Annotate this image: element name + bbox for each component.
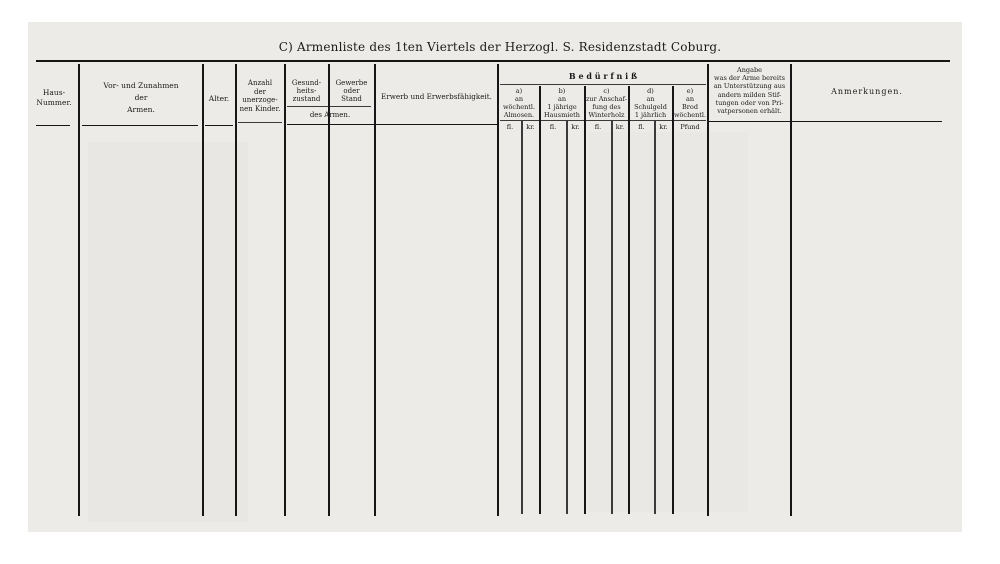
col-line-7	[497, 64, 499, 516]
header-haus-nummer: Haus- Nummer.	[36, 88, 72, 107]
header-kinder: Anzahl der unerzoge- nen Kinder.	[239, 79, 281, 113]
header-sub-e: e) an Brod wöchentl.	[673, 87, 707, 119]
col-line-c-split	[611, 120, 613, 514]
header-rule-left	[36, 125, 70, 126]
unit-b-kr: kr.	[571, 123, 580, 131]
beduerfniss-rule	[500, 84, 706, 85]
header-angabe: Angabe was der Arme bereits an Unterstützung aus andern milden Stif- tungen oder von Pri- vatpersonen erhält.	[713, 66, 786, 116]
header-rule-mid	[287, 124, 497, 125]
col-line-a-split	[521, 120, 523, 514]
unit-a-kr: kr.	[526, 123, 535, 131]
col-line-2	[202, 64, 204, 516]
unit-b-fl: fl.	[549, 123, 557, 131]
col-line-6	[374, 64, 376, 516]
subheader-rule	[500, 120, 706, 121]
col-line-12	[707, 64, 709, 516]
col-line-4	[284, 64, 286, 516]
header-sub-d: d) an Schulgeld 1 jährlich	[634, 87, 667, 119]
header-anmerkungen: Anmerkungen.	[831, 87, 903, 96]
header-alter: Alter.	[208, 94, 230, 103]
col-line-10	[628, 86, 630, 514]
unit-d-kr: kr.	[659, 123, 668, 131]
header-gesundheit: Gesund- heits- zustand	[291, 79, 322, 103]
col-line-11	[672, 86, 674, 514]
header-sub-b: b) an 1 jährige Hausmieth	[544, 87, 580, 119]
kinder-rule	[238, 122, 282, 123]
header-sub-a: a) an wöchentl. Almosen.	[502, 87, 536, 119]
unit-c-fl: fl.	[594, 123, 602, 131]
header-erwerb: Erwerb und Erwerbsfähigkeit.	[381, 92, 492, 101]
col-line-8	[539, 86, 541, 514]
header-rule-age	[205, 125, 233, 126]
col-line-9	[584, 86, 586, 514]
header-namen: Vor- und Zunahmen der Armen.	[103, 81, 179, 114]
unit-a-fl: fl.	[506, 123, 514, 131]
col-line-13	[790, 64, 792, 516]
col-line-3	[235, 64, 237, 516]
col-line-1	[78, 64, 80, 516]
header-sub-c: c) zur Anschaf- fung des Winterholz	[585, 87, 628, 119]
unit-d-fl: fl.	[638, 123, 645, 131]
header-des-armen: des Armen.	[309, 111, 351, 119]
title-rule	[36, 60, 950, 62]
unit-c-kr: kr.	[615, 123, 625, 131]
col-line-5	[328, 64, 330, 516]
header-rule-right	[708, 121, 942, 122]
header-gewerbe: Gewerbe oder Stand	[335, 79, 368, 103]
header-beduerfniss: B e d ü r f n i ß	[568, 71, 638, 81]
unit-e-pfund: Pfund	[680, 123, 700, 131]
col-line-d-split	[654, 120, 656, 514]
header-rule-names	[82, 125, 198, 126]
col-line-b-split	[566, 120, 568, 514]
page-title: C) Armenliste des 1ten Viertels der Herzogl. S. Residenzstadt Coburg.	[278, 40, 722, 54]
